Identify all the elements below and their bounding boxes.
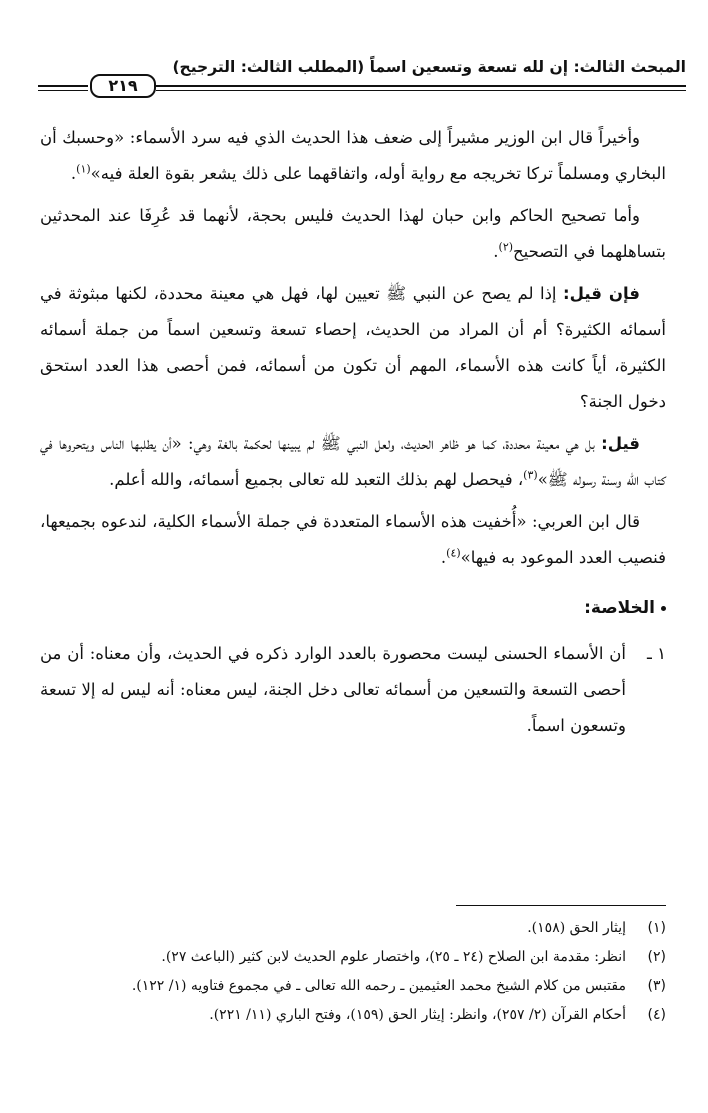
paragraph-answer — [40, 426, 666, 498]
paragraph-lead: فإن قيل: — [563, 284, 640, 303]
footnote-ref-3: (٣) — [523, 468, 538, 482]
footnote-text: انظر: مقدمة ابن الصلاح (٢٤ ـ ٢٥)، واختصار علوم الحديث لابن كثير (الباعث ٢٧). — [161, 949, 626, 965]
header-rule-left — [38, 85, 88, 87]
paragraph-text: بل هي معينة محددة، كما هو ظاهر الحديث، ولعل النبي ﷺ لم يبينها لحكمة بالغة وهي: «أن يطلبها الناس ويتحروها في كتاب الله وسنة رسوله ﷺ» — [40, 434, 666, 489]
bullet-dot-icon — [661, 606, 666, 611]
paragraph-question — [40, 276, 666, 420]
footnote-ref-2: (٢) — [498, 240, 514, 254]
footnote-number: (٤) — [647, 1007, 666, 1023]
summary-heading — [40, 590, 666, 626]
paragraph-end: . — [493, 242, 499, 261]
paragraph-text: قال ابن العربي: «أُخفيت هذه الأسماء المتعددة في جملة الأسماء الكلية، لندعوه بجميعها، فنصيب العدد الموعود به فيها» — [40, 512, 666, 567]
footnote-item — [40, 943, 666, 972]
footnote-item — [40, 1001, 666, 1030]
footnote-number: (١) — [647, 920, 666, 936]
summary-heading-text: الخلاصة: — [584, 598, 655, 618]
footnote-text: أحكام القرآن (٢/ ٢٥٧)، وانظر: إيثار الحق (١٥٩)، وفتح الباري (١١/ ٢٢١). — [209, 1007, 626, 1023]
paragraph-hakim — [40, 198, 666, 270]
paragraph-lead: قيل: — [601, 434, 640, 453]
paragraph-end: ، فيحصل لهم بذلك التعبد لله تعالى بجميع أسمائه، والله أعلم. — [109, 470, 524, 489]
body-text — [40, 120, 666, 744]
footnote-number: (٢) — [647, 949, 666, 965]
footnote-text: مقتبس من كلام الشيخ محمد العثيمين ـ رحمه الله تعالى ـ في مجموع فتاويه (١/ ١٢٢). — [131, 978, 626, 994]
footnote-ref-1: (١) — [76, 162, 91, 176]
footnote-item — [40, 972, 666, 1001]
footnote-ref-4: (٤) — [446, 546, 461, 560]
summary-item-text: أن الأسماء الحسنى ليست محصورة بالعدد الوارد ذكره في الحديث، وأن معناه: أن من أحصى التسعة والتسعين من أسمائه تعالى دخل الجنة، ليس معناه: أنه ليس له إلا تسعة وتسعون اسماً. — [40, 644, 626, 735]
header-rule-right-thin — [156, 90, 686, 91]
summary-item-number: ١ ـ — [647, 644, 666, 663]
paragraph-text: وأخيراً قال ابن الوزير مشيراً إلى ضعف هذا الحديث الذي فيه سرد الأسماء: «وحسبك أن البخاري ومسلماً تركا تخريجه مع رواية أوله، واتفاقهما على ذلك يشعر بقوة العلة فيه» — [40, 128, 666, 183]
footnote-separator — [456, 905, 666, 906]
footnote-item — [40, 914, 666, 943]
summary-item — [40, 636, 666, 744]
paragraph-end: . — [70, 164, 77, 183]
footnote-text: إيثار الحق (١٥٨). — [527, 920, 626, 936]
footnotes — [40, 914, 666, 1030]
paragraph-text: وأما تصحيح الحاكم وابن حبان لهذا الحديث فليس بحجة، لأنهما قد عُرِفَا عند المحدثين بتساهلهما في التصحيح — [40, 206, 666, 261]
paragraph-text: إذا لم يصح عن النبي ﷺ تعيين لها، فهل هي معينة محددة، لكنها مبثوثة في أسمائه الكثيرة؟ أم أن المراد من الحديث، إحصاء تسعة وتسعين اسماً من جملة أسمائه الكثيرة، أياً كانت هذه الأسماء، المهم أن تكون من أسمائه، فمن أحصى هذا العدد استحق دخول الجنة؟ — [40, 284, 666, 411]
footnote-number: (٣) — [647, 978, 666, 994]
paragraph-end: . — [440, 548, 447, 567]
header-rule-left-thin — [38, 90, 88, 91]
paragraph-ibn-alwazir — [40, 120, 666, 192]
header-rule-right — [156, 85, 686, 87]
paragraph-ibn-alarabi — [40, 504, 666, 576]
running-header-title: المبحث الثالث: إن لله تسعة وتسعين اسماً (المطلب الثالث: الترجيح) — [172, 58, 686, 76]
page-number: ٢١٩ — [90, 74, 156, 98]
